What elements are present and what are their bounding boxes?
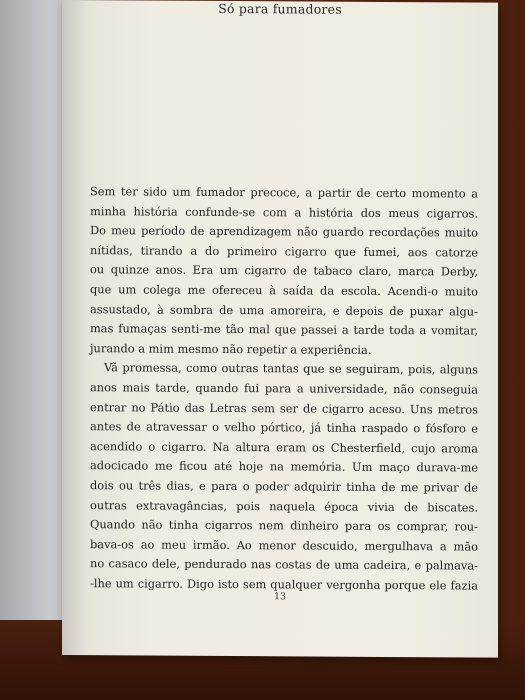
text-line: dois ou três dias, e para o poder adquirir tinha de me privar de [90, 478, 478, 495]
text-line: outras extravagâncias, pois naquela época vivia de biscates. [90, 497, 478, 515]
paragraph-2 [90, 359, 478, 596]
text-line: Vã promessa, como outras tantas que se seguiram, pois, alguns [104, 360, 478, 377]
book-page [62, 0, 498, 658]
text-line: antes de atravessar o velho pórtico, já tinha raspado o fósforo e [90, 419, 478, 436]
text-line: adocicado me ficou até hoje na memória. Um maço durava-me [90, 458, 478, 475]
text-line: assustado, à sombra de uma amoreira, e depois de puxar algu- [90, 301, 478, 319]
text-line: Sem ter sido um fumador precoce, a partir de certo momento a [90, 184, 478, 201]
paragraph-1 [90, 182, 478, 361]
text-line: ou quinze anos. Era um cigarro de tabaco claro, marca Derby, [90, 262, 478, 279]
text-line: anos mais tarde, quando fui para a universidade, não conseguia [90, 380, 478, 397]
text-line: no casaco dele, pendurado nas costas de uma cadeira, e palmava- [90, 556, 478, 573]
running-head: Só para fumadores [218, 0, 342, 17]
text-line: mas fumaças senti-me tão mal que passei a tarde toda a vomitar, [90, 321, 478, 338]
text-line: nítidas, tirando a do primeiro cigarro que fumei, aos catorze [90, 242, 478, 260]
text-line: Quando não tinha cigarros nem dinheiro para os comprar, rou- [90, 517, 478, 534]
text-line: acendido o cigarro. Na altura eram os Chesterfield, cujo aroma [90, 438, 478, 456]
text-line: minha história confunde-se com a história dos meus cigarros. [90, 203, 478, 221]
text-line: entrar no Pátio das Letras sem ser de cigarro aceso. Uns metros [90, 399, 478, 417]
body-text [90, 182, 478, 596]
text-line: bava-os ao meu irmão. Ao menor descuido, mergulhava a mão [90, 536, 478, 554]
text-line: -lhe um cigarro. Digo isto sem qualquer vergonha porque ele fazia [90, 576, 478, 593]
page-number: 13 [273, 591, 287, 603]
text-line: jurando a mim mesmo não repetir a experiência. [90, 340, 372, 357]
text-line: Do meu período de aprendizagem não guardo recordações muito [90, 223, 478, 240]
text-line: que um colega me ofereceu à saída da escola. Acendi-o muito [90, 282, 478, 299]
